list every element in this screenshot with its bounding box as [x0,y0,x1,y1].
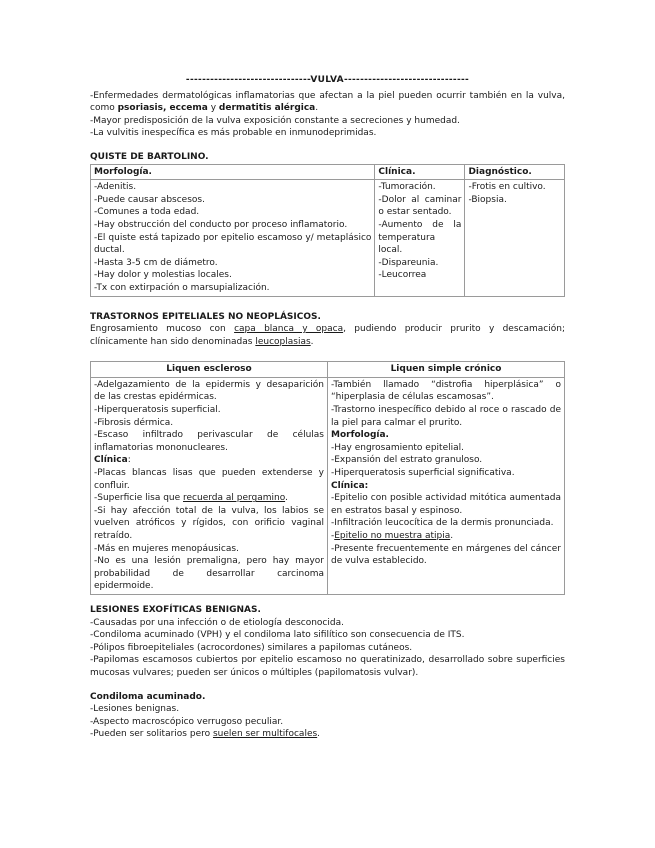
clinica-subheading-2: Clínica: [331,480,369,491]
list-item: -Escaso infiltrado perivascular de células inflamatorias mononucleares. [94,430,324,453]
trastornos-paragraph [90,323,565,348]
item-text: . [285,493,288,504]
list-item: -Adenitis. [94,182,137,193]
list-item: -También llamado “distrofia hiperplásica” o “hiperplasia de células escamosas”. [331,379,561,403]
list-item: -Expansión del estrato granuloso. [331,455,483,466]
item-underline: recuerda al pergamino [183,493,286,504]
bartolino-col-clinica: Clínica. [375,164,465,180]
bartolino-col-morfologia: Morfología. [91,164,375,180]
item-underline: suelen ser multifocales [212,729,318,740]
intro-text: . [315,103,319,114]
trastornos-text: , pudiendo producir prurito y descamación; clínicamente han sido denominadas [90,324,565,347]
page-title: -------------------------------VULVA------------------------------- [185,75,470,85]
intro-text: -Enfermedades dermatológicas inflamatorias que afectan a la piel pueden ocurrir también en la vulva, como [90,90,565,114]
intro-paragraph-2: -Mayor predisposición de la vulva exposición constante a secreciones y humedad. [90,115,460,126]
bartolino-morfologia-cell [91,180,375,296]
exofiticas-heading: LESIONES EXOFÍTICAS BENIGNAS. [90,604,261,615]
item-text: . [450,531,454,541]
item-text: -Superficie lisa que [94,493,184,504]
list-item: -Puede causar abscesos. [94,194,205,205]
list-item: -Papilomas escamosos cubiertos por epitelio escamoso no queratinizado, desarrollado sobre superficies mucosas vulvares; pueden ser únicos o múltiples (papilomatosis vulvar). [90,655,565,678]
intro-paragraph-1 [90,90,565,115]
list-item: -Adelgazamiento de la epidermis y desaparición de las crestas epidérmicas. [94,379,324,403]
bartolino-table [90,164,565,297]
list-item: -Hay engrosamiento epitelial. [331,442,464,453]
liquen-table [90,361,565,595]
trastornos-underline-1: capa blanca y opaca [234,324,344,335]
condiloma-heading: Condiloma acuminado. [90,691,206,702]
list-item: -Biopsia. [468,194,507,205]
list-item: -Trastorno inespecífico debido al roce o rascado de la piel para calmar el prurito. [331,405,561,428]
list-item: -Tx con extirpación o marsupialización. [94,282,270,293]
morfologia-subheading: Morfología. [331,430,389,441]
item-text: - [331,531,335,541]
list-item: -Aumento de la temperatura local. [378,219,462,256]
liquen-escleroso-cell [91,377,328,594]
list-item: -Hiperqueratosis superficial. [94,405,221,416]
intro-text: y [207,103,219,114]
clinica-label: Clínica [94,455,128,466]
liquen-simple-cell [328,377,565,594]
bartolino-diagnostico-cell [465,180,565,296]
trastornos-heading: TRASTORNOS EPITELIALES NO NEOPLÁSICOS. [90,311,321,322]
trastornos-underline-2: leucoplasias [255,336,311,347]
list-item: -Epitelio con posible actividad mitótica aumentada en estratos basal y espinoso. [331,493,561,516]
liquen-escleroso-header: Liquen escleroso [91,362,328,378]
item-underline: Epitelio no muestra atipia [334,531,451,541]
clinica-subheading [94,454,324,467]
list-item: -Hiperqueratosis superficial significativa. [331,468,515,479]
list-item: -Placas blancas lisas que pueden extenderse y confluir. [94,468,324,491]
list-item: -Comunes a toda edad. [94,207,200,218]
list-item: -Hasta 3-5 cm de diámetro. [94,257,218,268]
liquen-simple-header: Liquen simple crónico [328,362,565,378]
list-item: -Más en mujeres menopáusicas. [94,543,239,554]
intro-paragraph-3: -La vulvitis inespecífica es más probable en inmunodeprimidas. [90,128,377,139]
list-item: -Aspecto macroscópico verrugoso peculiar. [90,716,284,727]
list-item: -Lesiones benignas. [90,704,180,715]
trastornos-text: . [310,336,314,347]
list-item: -Leucorrea [378,270,427,281]
bartolino-clinica-cell [375,180,465,296]
list-item: -Pólipos fibroepiteliales (acrocordones) similares a papilomas cutáneos. [90,642,413,653]
list-item: -Hay dolor y molestias locales. [94,270,232,281]
document-page [90,74,565,741]
list-item: -Hay obstrucción del conducto por proceso inflamatorio. [94,219,348,230]
list-item: -Frotis en cultivo. [468,182,546,193]
list-item: -Dispareunia. [378,257,439,268]
list-item: -No es una lesión premaligna, pero hay mayor probabilidad de desarrollar carcinoma epidermoide. [94,556,324,592]
clinica-colon: : [127,455,131,466]
list-item: -Infiltración leucocítica de la dermis pronunciada. [331,518,554,529]
list-item [94,492,324,505]
list-item: -Dolor al caminar o estar sentado. [378,194,462,218]
intro-bold-2: dermatitis alérgica [218,103,316,114]
bartolino-col-diagnostico: Diagnóstico. [465,164,565,180]
list-item [90,728,565,741]
intro-bold-1: psoriasis, eccema [117,103,208,114]
list-item: -Causadas por una infección o de etiología desconocida. [90,617,344,628]
bartolino-heading: QUISTE DE BARTOLINO. [90,151,209,162]
list-item: -Tumoración. [378,182,436,193]
item-text: -Pueden ser solitarios pero [90,729,213,740]
list-item: -Condiloma acuminado (VPH) y el condiloma lato sifilítico son consecuencia de ITS. [90,630,465,641]
list-item: -El quiste está tapizado por epitelio escamoso y/ metaplásico ductal. [94,232,372,256]
list-item [331,530,561,543]
list-item: -Fibrosis dérmica. [94,417,174,428]
list-item: -Si hay afección total de la vulva, los labios se vuelven atróficos y rígidos, con orificio vaginal retraído. [94,505,324,541]
list-item: -Presente frecuentemente en márgenes del cáncer de vulva establecido. [331,543,561,567]
item-text: . [317,729,321,740]
trastornos-text: Engrosamiento mucoso con [90,324,235,335]
